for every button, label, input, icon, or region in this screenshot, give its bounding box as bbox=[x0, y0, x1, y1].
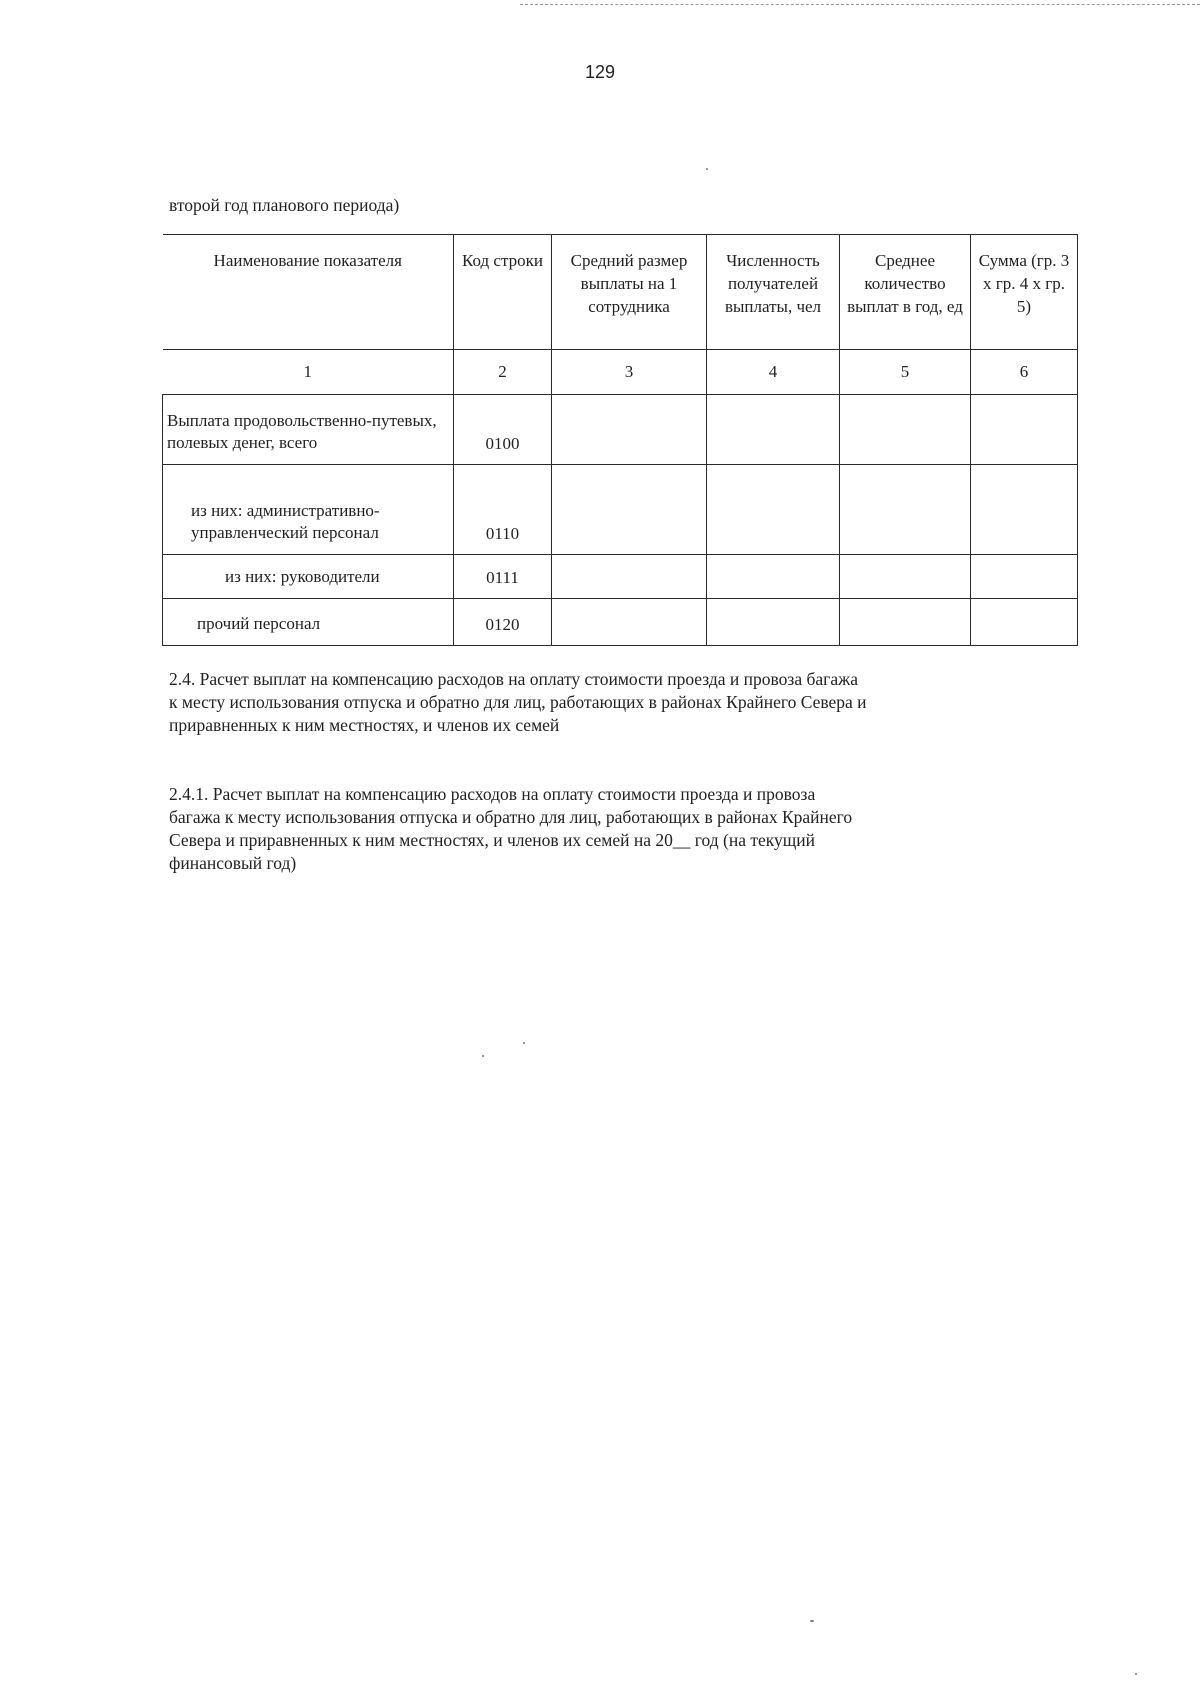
empty-cell bbox=[552, 555, 707, 599]
scan-speck bbox=[810, 1620, 814, 1622]
header-row-code: Код строки bbox=[454, 235, 552, 350]
scan-speck bbox=[482, 1055, 484, 1057]
payments-table bbox=[162, 234, 1078, 646]
header-total-sum: Сумма (гр. 3 х гр. 4 х гр. 5) bbox=[971, 235, 1078, 350]
header-recipients-count: Численность получателей выплаты, чел bbox=[707, 235, 840, 350]
empty-cell bbox=[840, 395, 971, 465]
column-number: 3 bbox=[552, 350, 707, 395]
table-row bbox=[163, 465, 1078, 555]
empty-cell bbox=[552, 465, 707, 555]
scan-top-edge-line bbox=[520, 4, 1200, 5]
column-number: 1 bbox=[163, 350, 454, 395]
header-average-payment: Средний размер выплаты на 1 сотрудника bbox=[552, 235, 707, 350]
scan-speck bbox=[706, 168, 708, 170]
column-number: 4 bbox=[707, 350, 840, 395]
scan-speck bbox=[523, 1042, 525, 1044]
row-code: 0100 bbox=[454, 395, 552, 465]
column-number: 5 bbox=[840, 350, 971, 395]
empty-cell bbox=[707, 599, 840, 646]
table-caption-tail: второй год планового периода) bbox=[169, 195, 400, 215]
row-code: 0120 bbox=[454, 599, 552, 646]
empty-cell bbox=[840, 599, 971, 646]
empty-cell bbox=[707, 555, 840, 599]
empty-cell bbox=[971, 555, 1078, 599]
section-2-4-paragraph: 2.4. Расчет выплат на компенсацию расходов на оплату стоимости проезда и провоза багажа к месту использования отпуска и обратно для лиц, работающих в районах Крайнего Севера и приравненных к ним местностях, и членов их семей bbox=[169, 669, 867, 735]
empty-cell bbox=[840, 555, 971, 599]
empty-cell bbox=[840, 465, 971, 555]
column-numbering-row bbox=[163, 350, 1078, 395]
header-payments-per-year: Среднее количество выплат в год, ед bbox=[840, 235, 971, 350]
empty-cell bbox=[552, 599, 707, 646]
empty-cell bbox=[971, 395, 1078, 465]
row-code: 0110 bbox=[454, 465, 552, 555]
table-header-row bbox=[163, 235, 1078, 350]
header-indicator-name: Наименование показателя bbox=[163, 235, 454, 350]
section-2-4-1-paragraph: 2.4.1. Расчет выплат на компенсацию расходов на оплату стоимости проезда и провоза багажа к месту использования отпуска и обратно для лиц, работающих в районах Крайнего Севера и приравненных к ним местностях, и членов их семей на 20__ год (на текущий финансовый год) bbox=[169, 784, 853, 873]
row-name: из них: административно-управленческий персонал bbox=[163, 465, 454, 555]
column-number: 2 bbox=[454, 350, 552, 395]
empty-cell bbox=[707, 465, 840, 555]
table-row bbox=[163, 599, 1078, 646]
table-row bbox=[163, 555, 1078, 599]
empty-cell bbox=[707, 395, 840, 465]
row-name: прочий персонал bbox=[163, 599, 454, 646]
table-row bbox=[163, 395, 1078, 465]
row-name: из них: руководители bbox=[163, 555, 454, 599]
empty-cell bbox=[971, 465, 1078, 555]
column-number: 6 bbox=[971, 350, 1078, 395]
page-number: 129 bbox=[584, 62, 616, 82]
row-code: 0111 bbox=[454, 555, 552, 599]
empty-cell bbox=[552, 395, 707, 465]
row-name: Выплата продовольственно-путевых, полевых денег, всего bbox=[163, 395, 454, 465]
empty-cell bbox=[971, 599, 1078, 646]
scan-speck bbox=[1135, 1673, 1137, 1675]
